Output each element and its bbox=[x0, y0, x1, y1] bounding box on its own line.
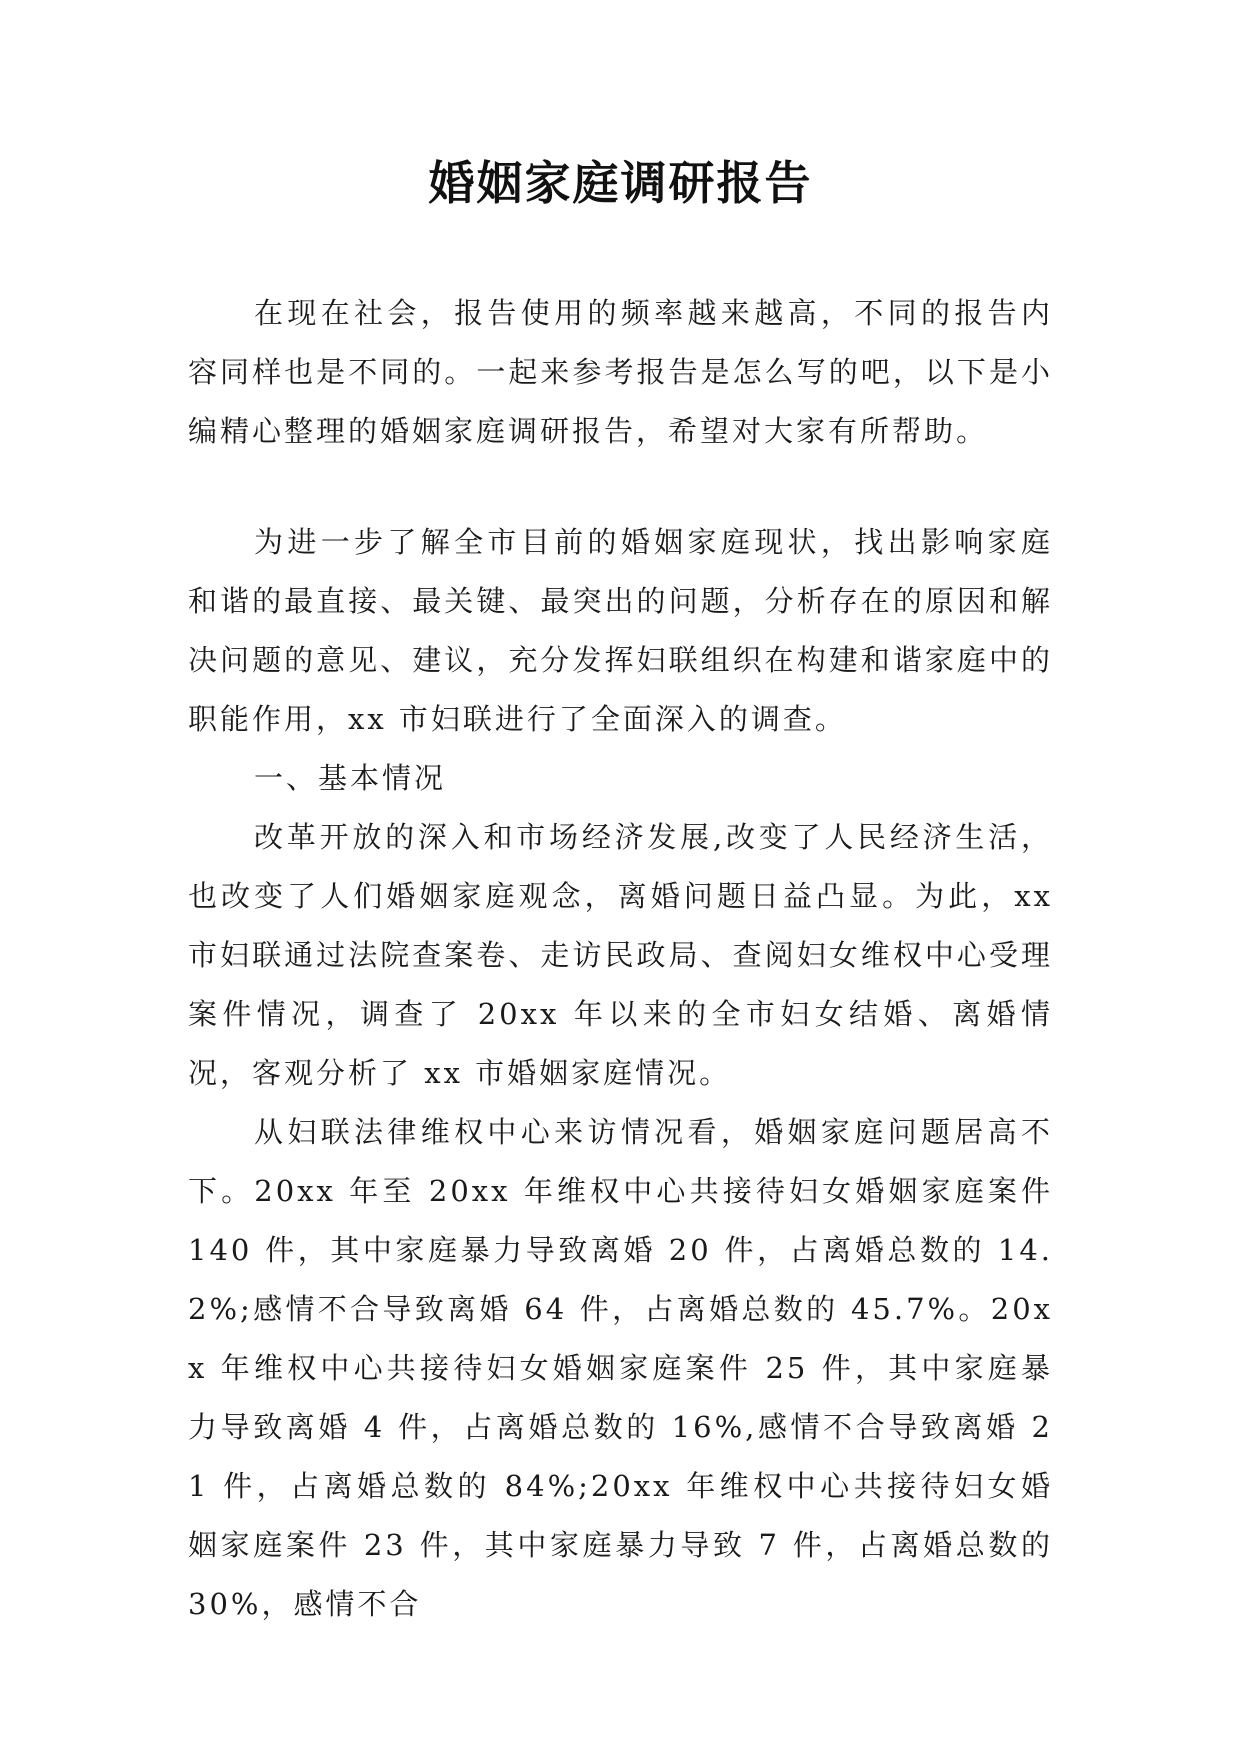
body-paragraph: 从妇联法律维权中心来访情况看，婚姻家庭问题居高不下。20xx 年至 20xx 年维权中心共接待妇女婚姻家庭案件 140 件，其中家庭暴力导致离婚 20 件，占离婚总数的 14.2%;感情不合导致离婚 64 件，占离婚总数的 45.7%。20xx 年维权中心共接待妇女婚姻家庭案件 25 件，其中家庭暴力导致离婚 4 件，占离婚总数的 16%,感情不合导致离婚 21 件，占离婚总数的 84%;20xx 年维权中心共接待妇女婚姻家庭案件 23 件，其中家庭暴力导致 7 件，占离婚总数的 30%，感情不合 bbox=[188, 1115, 1053, 1621]
intro-paragraph: 在现在社会，报告使用的频率越来越高，不同的报告内容同样也是不同的。一起来参考报告是怎么写的吧，以下是小编精心整理的婚姻家庭调研报告，希望对大家有所帮助。 bbox=[188, 296, 1053, 448]
body-paragraph: 改革开放的深入和市场经济发展,改变了人民经济生活，也改变了人们婚姻家庭观念，离婚问题日益凸显。为此，xx 市妇联通过法院查案卷、走访民政局、查阅妇女维权中心受理案件情况，调查了 20xx 年以来的全市妇女结婚、离婚情况，客观分析了 xx 市婚姻家庭情况。 bbox=[188, 820, 1053, 1090]
document-body bbox=[188, 513, 1053, 1634]
body-paragraph: 为进一步了解全市目前的婚姻家庭现状，找出影响家庭和谐的最直接、最关键、最突出的问题，分析存在的原因和解决问题的意见、建议，充分发挥妇联组织在构建和谐家庭中的职能作用，xx 市妇联进行了全面深入的调查。 bbox=[188, 525, 1053, 736]
section-heading: 一、基本情况 bbox=[254, 761, 447, 795]
document-title: 婚姻家庭调研报告 bbox=[428, 156, 813, 210]
